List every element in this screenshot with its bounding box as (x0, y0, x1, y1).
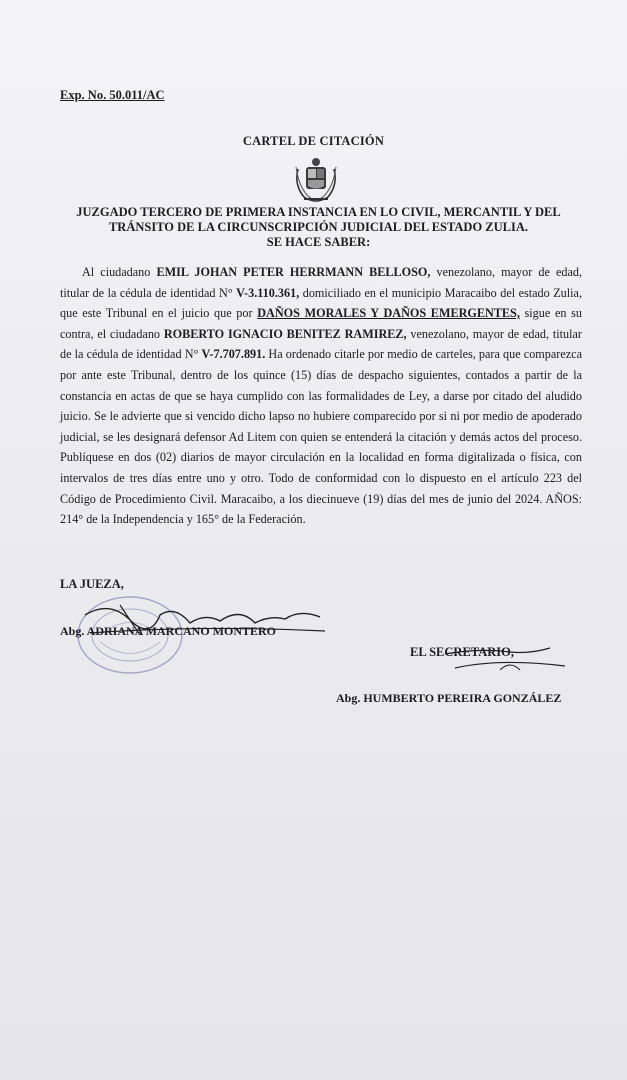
expediente-number: Exp. No. 50.011/AC (60, 88, 165, 102)
body-text-5: venezolano, mayor de edad, titular de la cédula de identidad N° (60, 326, 582, 362)
lawsuit-type: DAÑOS MORALES Y DAÑOS EMERGENTES, (257, 306, 520, 321)
secretary-signature-icon (440, 640, 570, 680)
cited-person: EMIL JOHAN PETER HERRMANN BELLOSO, (156, 265, 431, 279)
judge-name: Abg. ADRIANA MARCANO MONTERO (60, 624, 277, 638)
body-text-6: Ha ordenado citarle por medio de carteles, para que comparezca por ante este Tribunal, dentro de los quince (15) días de despacho siguientes, contados a partir de la constancia en actas de que se haya cumplido con las formalidades de Ley, a darse por citado del aludido juicio. Se le advierte que si vencido dicho lapso no hubiere comparecido por si ni por medio de apoderado judicial, se les designará defensor Ad Litem con quien se entenderá la citación y demás actos del proceso. Publíquese en dos (02) diarios de mayor circulación en la localidad en forma digitalizada o física, con intervalos de tres días entre uno y otro. Todo de conformidad con lo dispuesto en el artículo 223 del Código de Procedimiento Civil. Maracaibo, a los diecinueve (19) días del mes de junio del 2024. AÑOS: 214° de la Independencia y 165° de la Federación. (60, 347, 582, 527)
document-title: CARTEL DE CITACIÓN (242, 134, 385, 148)
court-line-1: JUZGADO TERCERO DE PRIMERA INSTANCIA EN LO CIVIL, MERCANTIL Y DEL (76, 205, 561, 219)
court-line-3: SE HACE SABER: (266, 235, 371, 249)
citation-body (60, 262, 582, 530)
body-text-3: domiciliado en el municipio Maracaibo del estado Zulia, que este Tribunal en el juicio que por (60, 285, 582, 321)
secretary-title: EL SECRETARIO, (410, 645, 514, 659)
cited-person-id: V-3.110.361, (236, 285, 300, 300)
court-header (40, 205, 597, 250)
plaintiff-name: ROBERTO IGNACIO BENITEZ RAMIREZ, (163, 326, 407, 341)
court-line-2: TRÁNSITO DE LA CIRCUNSCRIPCIÓN JUDICIAL DEL ESTADO ZULIA. (108, 220, 529, 234)
coat-of-arms-icon (290, 155, 342, 205)
secretary-name: Abg. HUMBERTO PEREIRA GONZÁLEZ (336, 691, 562, 705)
body-text-1: Al ciudadano (82, 265, 157, 279)
plaintiff-id: V-7.707.891. (201, 347, 266, 362)
judge-title: LA JUEZA, (60, 577, 124, 591)
body-text-4: sigue en su contra, el ciudadano (60, 306, 582, 341)
body-text-2: venezolano, mayor de edad, titular de la cédula de identidad N° (60, 265, 582, 300)
